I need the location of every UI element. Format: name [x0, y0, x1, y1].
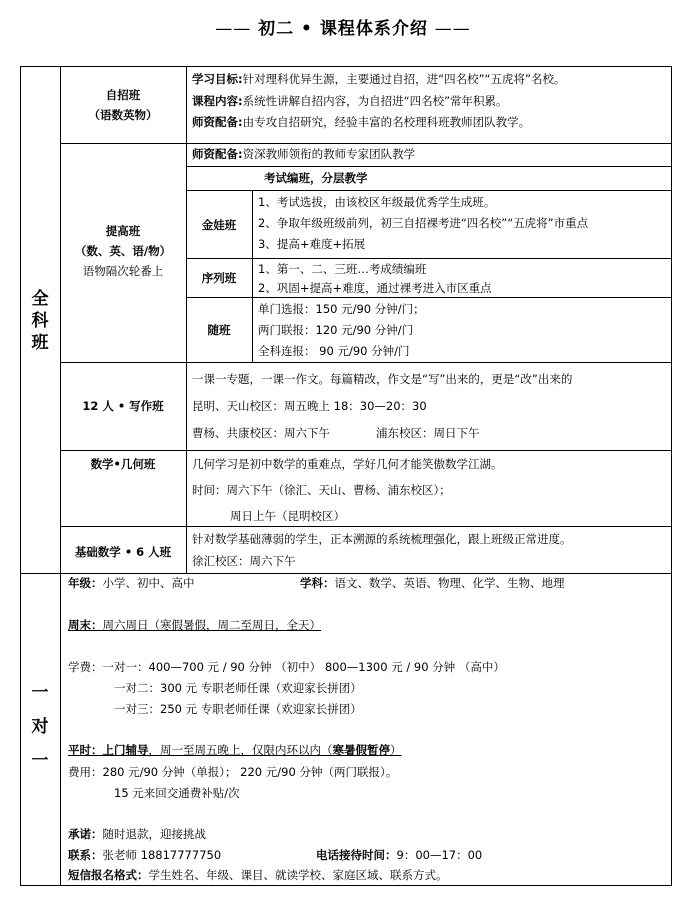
- promise-row: 承诺：随时退款，迎接挑战: [68, 827, 206, 841]
- quanke-label: 全 科 班: [31, 289, 49, 353]
- xulie-name: 序列班: [201, 271, 237, 285]
- sms-row: 短信报名格式：学生姓名、年级、课目、就读学校、家庭区域、联系方式。: [68, 868, 448, 882]
- zizhao-row: 师资配备:由专攻自招研究，经验丰富的名校理科班教师团队教学。: [192, 115, 531, 129]
- zizhao-row: 课程内容:系统性讲解自招内容，为自招进“四名校”常年积累。: [192, 94, 508, 108]
- tigao-exam: 考试编班，分层教学: [264, 171, 368, 185]
- title-text: 初二 • 课程体系介绍: [258, 19, 428, 39]
- weekend-row: 周末：周六周日（寒假暑假，周二至周日，全天）: [68, 618, 321, 632]
- subject-row: 学科：语文、数学、英语、物理、化学、生物、地理: [300, 576, 565, 590]
- home-fee-row: 费用：280 元/90 分钟（单报）； 220 元/90 分钟（两门联报）。: [68, 765, 398, 779]
- xiezuo-name: 12 人 • 写作班: [82, 399, 164, 413]
- jichu-name: 基础数学 • 6 人班: [74, 545, 172, 559]
- zizhao-name: 自招班: [105, 88, 141, 102]
- jihe-name: 数学•几何班: [90, 457, 156, 471]
- tigao-name: 提高班: [105, 224, 141, 238]
- zizhao-sub: （语数英物）: [88, 108, 158, 122]
- grade-row: 年级：小学、初中、高中: [68, 576, 195, 590]
- fee-row: 一对三：250 元 专职老师任课（欢迎家长拼团）: [114, 702, 362, 716]
- yiduiyi-label: 一 对 一: [31, 683, 49, 771]
- fee-row: 一对二：300 元 专职老师任课（欢迎家长拼团）: [114, 681, 362, 695]
- fee-row: 学费：一对一：400—700 元 / 90 分钟 （初中） 800—1300 元 / 90 分钟 （高中）: [68, 660, 505, 674]
- contact-row: 联系：张老师 18817777750: [68, 848, 222, 862]
- hotline-row: 电话接待时间：9：00—17：00: [316, 848, 483, 862]
- course-table: 全 科 班 一 对 一 自招班 （语数英物） 学习目标:针对理科优异生源，主要通过自招，进“四名校”“五虎将”名校。 课程内容:系统性讲解自招内容，为自招进“四名校”常年积累。 师资配备:由专攻自招研究，经验丰富的名校理科班教师团队教学。 提高班 （数、英、语/物） 语物隔次轮番上 师资配备:资深教师领衔的教师专家团队教学 考试编班，分层教学 金娃班 1、考试选拔，由该校区年级最优秀学生成班。 2、争取年级班级前列，初三自招裸考进“四名校”“五虎将”市重点 3、提高+难度+拓展 序列班 1、第一、二、三班…考成绩编班 2、巩固+提高+难度，通过裸考进入市区重点 随班 单门选报：150 元/90 分钟/门； 两门联报：120 元/90 分钟/门 全科连报： 90 元/90 分钟/门 12 人 • 写作班 一课一专题，一课一作文。每篇精改，作文是“写”出来的，更是“改”出来的 昆明、天山校区：周五晚上 18：30—20：30 曹杨、共康校区：周六下午 浦东校区：周日下午 数学•几何班 几何学习是初中数学的重难点，学好几何才能笑傲数学江湖。 时间：周六下午（徐汇、天山、曹杨、浦东校区）； 周日上午（昆明校区） 基础数学 • 6 人班 针对数学基础薄弱的学生，正本溯源的系统梳理强化，跟上班级正常进度。 徐汇校区：周六下午 年级：小学、初中、高中 学科：语文、数学、英语、物理、化学、生物、地理 周末：周六周日（寒假暑假，周二至周日，全天） 学费：一对一：400—700 元 / 90 分钟 （初中） 800—1300 元 / 90 分钟 （高中） 一对二：300 元 专职老师任课（欢迎家长拼团） 一对三：250 元 专职老师任课（欢迎家长拼团） 平时：上门辅导，周一至周五晚上，仅限内环以内（寒暑假暂停） 费用：280 元/90 分钟（单报）； 220 元/90 分钟（两门联报）。 15 元来回交通费补贴/次 承诺：随时退款，迎接挑战 联系：张老师 18817777750 电话接待时间：9：00—17：00 短信报名格式：学生姓名、年级、课目、就读学校、家庭区域、联系方式。: [20, 66, 672, 886]
- pingshi-row: 平时：上门辅导，周一至周五晚上，仅限内环以内（寒暑假暂停）: [68, 743, 402, 757]
- page-title: —— 初二 • 课程体系介绍 ——: [215, 19, 471, 39]
- jinwa-name: 金娃班: [201, 218, 237, 232]
- traffic-row: 15 元来回交通费补贴/次: [114, 786, 240, 800]
- tigao-sub: （数、英、语/物）: [74, 244, 172, 258]
- suiban-name: 随班: [207, 323, 231, 337]
- tigao-shizi: 师资配备:资深教师领衔的教师专家团队教学: [192, 147, 416, 161]
- tigao-note: 语物隔次轮番上: [82, 264, 164, 278]
- zizhao-row: 学习目标:针对理科优异生源，主要通过自招，进“四名校”“五虎将”名校。: [192, 72, 566, 86]
